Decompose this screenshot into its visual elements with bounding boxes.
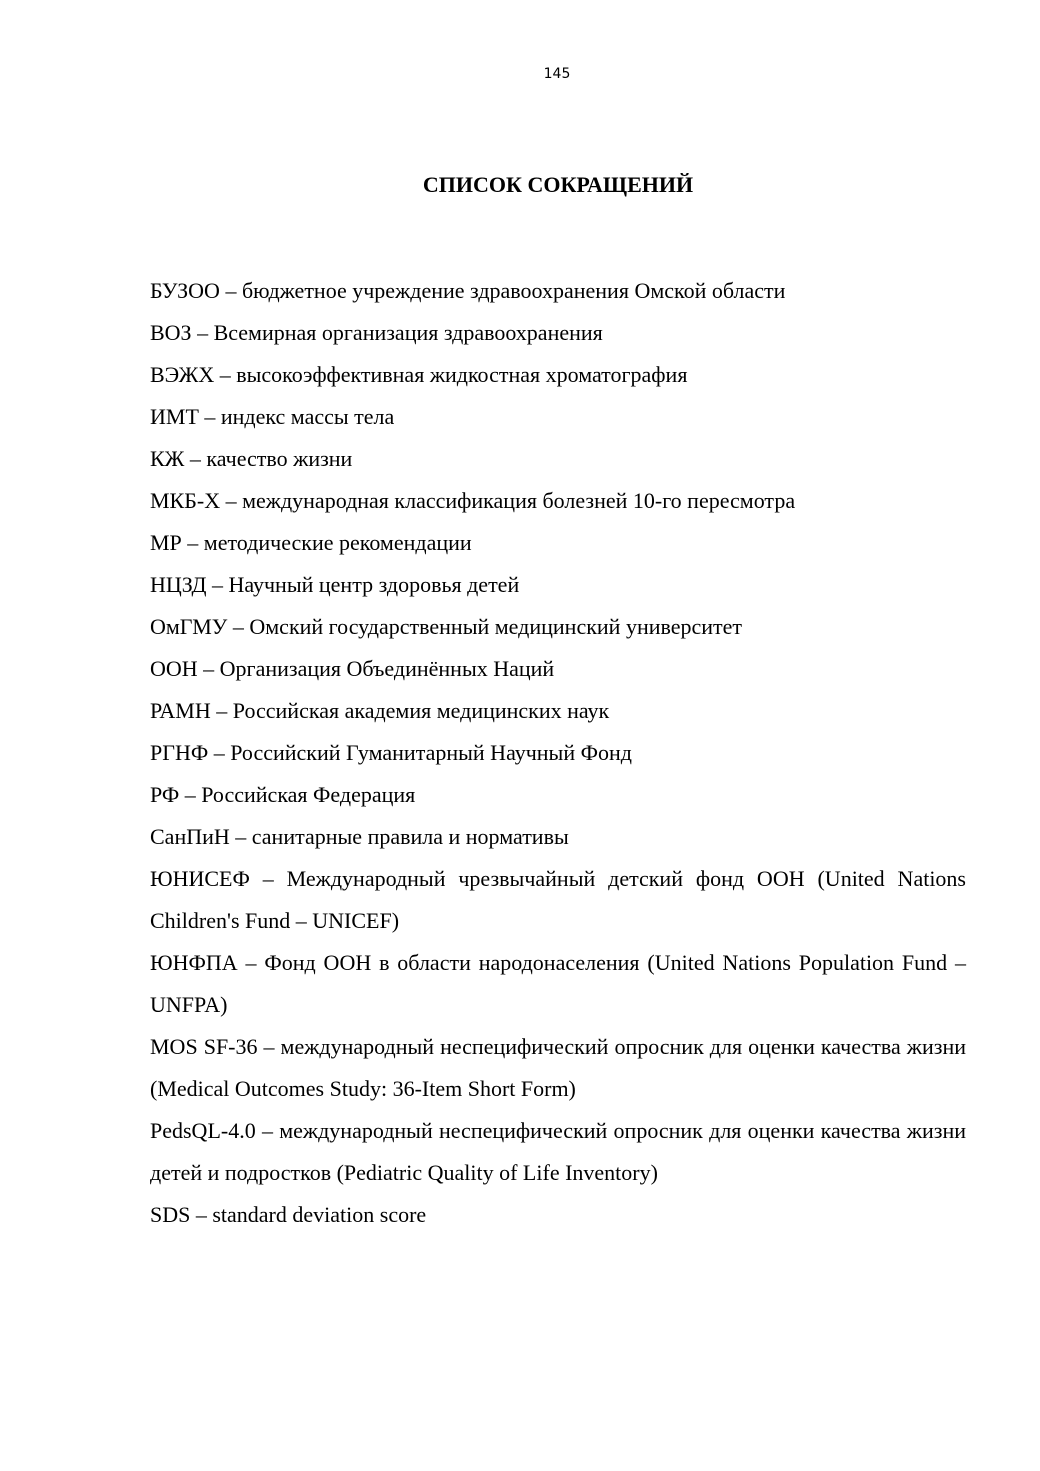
abbreviation-item: ВОЗ – Всемирная организация здравоохранения xyxy=(150,320,603,345)
abbreviation-item: НЦЗД – Научный центр здоровья детей xyxy=(150,572,520,597)
abbreviation-item: ВЭЖХ – высокоэффективная жидкостная хроматография xyxy=(150,362,688,387)
abbreviation-item: СанПиН – санитарные правила и нормативы xyxy=(150,824,569,849)
abbreviation-item: КЖ – качество жизни xyxy=(150,446,353,471)
abbreviation-item: МР – методические рекомендации xyxy=(150,530,472,555)
abbreviation-item: ЮНФПА – Фонд ООН в области народонаселения (United Nations Population Fund – UNFPA) xyxy=(150,950,966,1017)
abbreviation-item: РАМН – Российская академия медицинских наук xyxy=(150,698,610,723)
abbreviation-item: БУЗОО – бюджетное учреждение здравоохранения Омской области xyxy=(150,278,786,303)
abbreviation-item: ОмГМУ – Омский государственный медицинский университет xyxy=(150,614,743,639)
abbreviation-item: PedsQL-4.0 – международный неспецифический опросник для оценки качества жизни детей и подростков (Pediatric Quality of Life Inventory) xyxy=(150,1118,966,1185)
abbreviation-item: ООН – Организация Объединённых Наций xyxy=(150,656,555,681)
abbreviation-item: SDS – standard deviation score xyxy=(150,1202,427,1227)
abbreviation-item: MOS SF-36 – международный неспецифический опросник для оценки качества жизни (Medical Outcomes Study: 36-Item Short Form) xyxy=(150,1034,966,1101)
abbreviation-item: МКБ-X – международная классификация болезней 10-го пересмотра xyxy=(150,488,796,513)
abbreviation-item: ЮНИСЕФ – Международный чрезвычайный детский фонд ООН (United Nations Children's Fund – UNICEF) xyxy=(150,866,966,933)
page-title: СПИСОК СОКРАЩЕНИЙ xyxy=(422,172,694,197)
page-number: 145 xyxy=(543,66,571,82)
abbreviation-item: РГНФ – Российский Гуманитарный Научный Фонд xyxy=(150,740,632,765)
abbreviation-item: РФ – Российская Федерация xyxy=(150,782,416,807)
abbreviation-item: ИМТ – индекс массы тела xyxy=(150,404,395,429)
abbreviation-list xyxy=(150,270,966,1236)
